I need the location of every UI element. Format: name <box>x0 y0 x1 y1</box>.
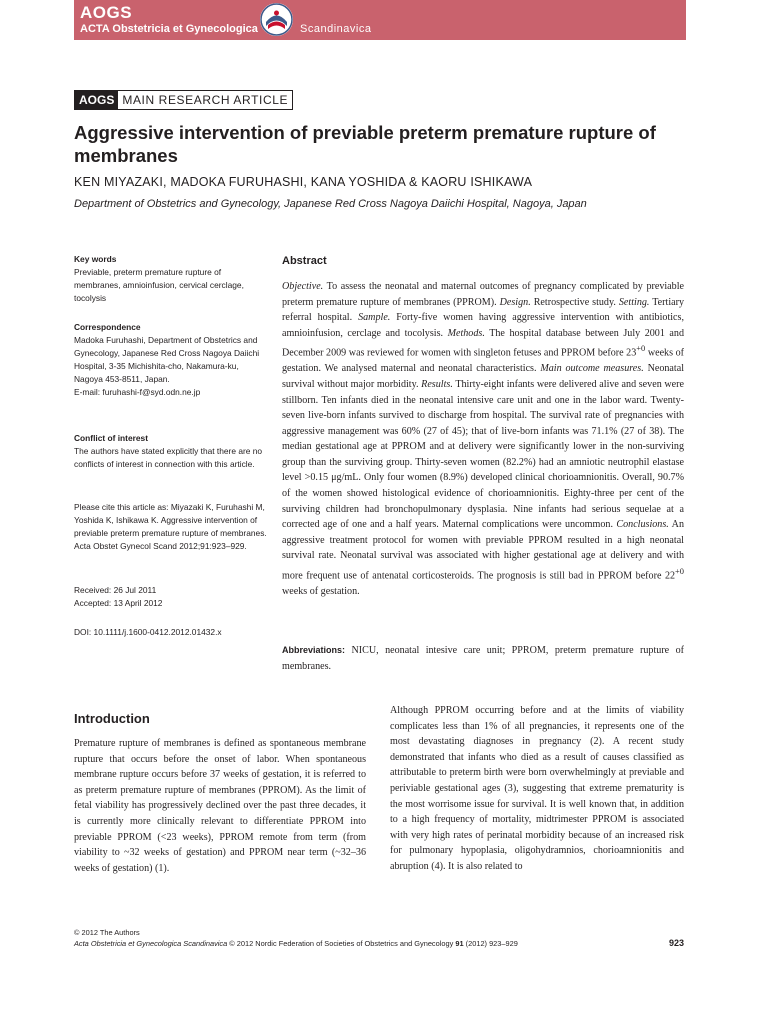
footer-pages: (2012) 923–929 <box>465 939 518 948</box>
introduction-left-column: Premature rupture of membranes is defined as spontaneous membrane rupture that occurs before the onset of labor. When spontaneous membrane rupture occurs before 37 weeks of gestation, it is referred to as preterm premature rupture of membranes (PPROM). As the limit of fetal viability has progressively declined over the past three decades, it is currently more clinically relevant to differentiate PPROM into previable PPROM (<23 weeks), PPROM remote from term (from viability to ~32 weeks of gestation) and PPROM near term (~32–36 weeks of gestation) (1). <box>74 738 366 874</box>
abbreviations-label: Abbreviations: <box>282 645 346 655</box>
introduction-heading: Introduction <box>74 711 150 726</box>
abstract-outcome-label: Main outcome measures. <box>540 363 644 375</box>
abstract-sample: Forty-five women having aggressive intervention with antibiotics, amnioinfusion, cerclage and tocolysis. <box>282 312 684 339</box>
footer-journal: Acta Obstetricia et Gynecologica Scandinavica <box>74 939 228 948</box>
conflict-text: The authors have stated explicitly that there are no conflicts of interest in connection with this article. <box>74 446 263 469</box>
abbreviations <box>282 643 684 674</box>
doi-text: DOI: 10.1111/j.1600-0412.2012.01432.x <box>74 627 222 637</box>
abstract-design-label: Design. <box>499 296 531 308</box>
abbreviations-text: NICU, neonatal intesive care unit; PPROM, preterm premature rupture of membranes. <box>282 645 684 672</box>
affiliation: Department of Obstetrics and Gynecology, Japanese Red Cross Nagoya Daiichi Hospital, Nagoya, Japan <box>74 198 587 210</box>
abstract-setting-label: Setting. <box>618 296 650 308</box>
abstract-design: Retrospective study. <box>533 296 616 308</box>
journal-name: ACTA Obstetricia et Gynecologica <box>80 23 258 35</box>
correspondence-block <box>74 321 269 399</box>
doi-block <box>74 626 269 639</box>
abstract-methods-b: weeks of gestation. We analysed maternal and neonatal characteristics. <box>282 347 685 375</box>
article-type-label: MAIN RESEARCH ARTICLE <box>122 93 289 107</box>
abstract-conclusions-a: An aggressive treatment protocol for women with previable PPROM resulted in a high neonatal survival rate. Neonatal survival was associated with higher gestational age at delivery and with more frequent use of antenatal corticosteroids. The prognosis is still bad in PPROM before 22 <box>282 519 684 582</box>
footer-citation <box>74 938 684 949</box>
abstract-heading: Abstract <box>282 255 327 267</box>
keywords-heading: Key words <box>74 254 117 264</box>
journal-seal-icon <box>260 3 293 36</box>
abstract-objective: To assess the neonatal and maternal outcomes of pregnancy complicated by previable preterm premature rupture of membranes (PPROM). <box>282 281 684 308</box>
page-footer <box>74 927 684 949</box>
journal-logo-text: AOGS <box>80 3 133 22</box>
abstract-methods-sup: +0 <box>636 344 646 354</box>
footer-rights: © 2012 Nordic Federation of Societies of Obstetrics and Gynecology <box>229 939 454 948</box>
correspondence-heading: Correspondence <box>74 322 141 332</box>
article-type-brand: AOGS <box>75 91 118 109</box>
citation-text: Please cite this article as: Miyazaki K, Furuhashi M, Yoshida K, Ishikawa K. Aggressive intervention of previable preterm premature rupture of membranes. Acta Obstet Gynecol Scand 2012;91:923–929. <box>74 502 267 551</box>
accepted-date: Accepted: 13 April 2012 <box>74 598 163 608</box>
article-title: Aggressive intervention of previable preterm premature rupture of membranes <box>74 122 656 166</box>
citation-block <box>74 501 269 553</box>
footer-volume: 91 <box>455 939 464 948</box>
abstract-results-label: Results. <box>421 378 453 390</box>
abstract-sample-label: Sample. <box>358 312 391 324</box>
conflict-heading: Conflict of interest <box>74 433 148 443</box>
footer-copyright: © 2012 The Authors <box>74 928 140 937</box>
abstract-objective-label: Objective. <box>282 281 324 292</box>
introduction-right-column: Although PPROM occurring before and at the limits of viability complicates less than 1% of all pregnancies, it represents one of the most devastating diagnoses in pregnancy (2). A recent study demonstrated that infants who died as a result of causes classified as attributable to preterm birth were born overwhelmingly at previable and periviable gestational ages (3), suggesting that extreme prematurity is the most worrisome issue for survival. It is well known that, in addition to a high frequency of mortality, midtrimester PPROM is associated with very high rates of perinatal morbidity because of an increased risk for pulmonary hypoplasia, oligohydramnios, chorioamnionitis and abruption (4). It is also related to <box>390 705 684 872</box>
conflict-block <box>74 432 269 471</box>
keywords-block <box>74 253 269 305</box>
dates-block <box>74 584 269 610</box>
abstract-results-b: Only four women (8.9%) developed clinical chorioamnionitis. Overall, 90.7% of the women showed histological evidence of chorioamnionitis. Eighty-three per cent of the surviving children had bronchopulmonary dysplasia. Nine infants had serious sequelae at a corrected age of one and a half years. Maternal complications were uncommon. <box>282 472 684 531</box>
abstract-methods-label: Methods. <box>447 327 485 339</box>
correspondence-email: E-mail: furuhashi-f@syd.odn.ne.jp <box>74 387 201 397</box>
correspondence-text: Madoka Furuhashi, Department of Obstetrics and Gynecology, Japanese Red Cross Nagoya Daiichi Hospital, 3-35 Michishita-cho, Nakamura-ku, Nagoya 453-8511, Japan. <box>74 335 260 384</box>
abstract-results-unit: μg/mL. <box>331 472 361 484</box>
abstract-body <box>282 279 684 600</box>
received-date: Received: 26 Jul 2011 <box>74 585 157 595</box>
abstract-setting: Tertiary referral hospital. <box>282 296 685 324</box>
abstract-methods-a: The hospital database between July 2001 and December 2009 was reviewed for women with singleton fetuses and PPROM before 23 <box>282 327 685 359</box>
journal-name-suffix: Scandinavica <box>300 23 372 35</box>
abstract-conclusions-sup: +0 <box>675 567 684 577</box>
abstract-results-a: Thirty-eight infants were delivered alive and seven were stillborn. Ten infants died in the neonatal intensive care unit and one in the labor ward. Twenty-seven live-born infants survived to discharge from hospital. The survival rate of pregnancies with aggressive management was 60% (27 of 45); that of live-born infants was 71.1% (27 of 38). The median gestational age at PPROM and at delivery were significantly lower in the non-surviving group than the surviving group. Thirty-seven women (82.2%) had an amniotic neutrophil elastase level >0.15 <box>282 378 684 484</box>
abstract-conclusions-b: weeks of gestation. <box>282 586 360 597</box>
keywords-text: Previable, preterm premature rupture of membranes, amnioinfusion, cervical cerclage, tocolysis <box>74 267 244 303</box>
article-type-tag <box>74 90 293 110</box>
author-list: KEN MIYAZAKI, MADOKA FURUHASHI, KANA YOSHIDA & KAORU ISHIKAWA <box>74 175 533 189</box>
abstract-conclusions-label: Conclusions. <box>616 519 669 531</box>
abstract-outcome: Neonatal survival without major morbidity. <box>282 363 684 390</box>
journal-banner <box>74 0 686 40</box>
page-number: 923 <box>668 938 684 948</box>
